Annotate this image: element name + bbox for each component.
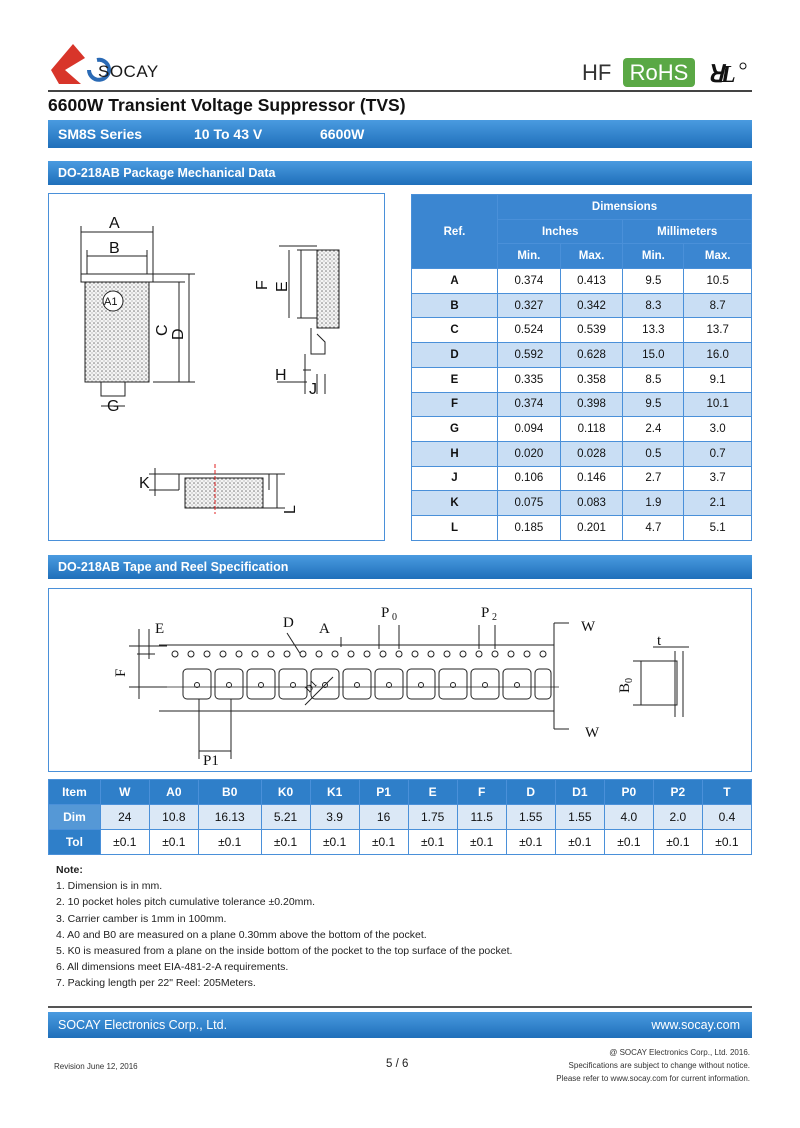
dim-cell: 4.0 <box>604 805 653 830</box>
ref-cell: B <box>412 293 498 318</box>
inches-header: Inches <box>498 219 623 244</box>
tol-cell: ±0.1 <box>100 830 149 855</box>
value-cell: 0.335 <box>498 367 561 392</box>
logo-text: SOCAY <box>98 62 159 81</box>
page-number: 5 / 6 <box>386 1058 409 1070</box>
legal-line: Please refer to www.socay.com for current information. <box>556 1074 750 1083</box>
label-w-bottom: W <box>585 725 600 741</box>
table-row <box>412 491 752 516</box>
value-cell: 0.358 <box>560 367 623 392</box>
mm-max-header: Max. <box>684 244 752 269</box>
dim-cell: 3.9 <box>310 805 359 830</box>
value-cell: 3.7 <box>684 466 752 491</box>
value-cell: 9.1 <box>684 367 752 392</box>
note-item: 6. All dimensions meet EIA-481-2-A requirements. <box>56 961 289 974</box>
note-item: 7. Packing length per 22" Reel: 205Meters. <box>56 977 256 990</box>
tol-cell: ±0.1 <box>261 830 310 855</box>
rohs-badge: RoHS <box>623 58 695 87</box>
dim-cell: 1.75 <box>408 805 457 830</box>
ref-cell: D <box>412 343 498 368</box>
tape-drawing <box>49 589 753 773</box>
label-d1: D1 <box>303 678 320 696</box>
ref-cell: A <box>412 269 498 294</box>
dim-cell: 1.55 <box>506 805 555 830</box>
label-a: A <box>109 215 120 232</box>
tol-label: Tol <box>49 830 101 855</box>
value-cell: 0.628 <box>560 343 623 368</box>
dim-cell: 1.55 <box>555 805 604 830</box>
ref-cell: E <box>412 367 498 392</box>
package-drawing-box <box>48 193 385 541</box>
tol-cell: ±0.1 <box>149 830 198 855</box>
dim-cell: 0.4 <box>702 805 751 830</box>
tol-cell: ±0.1 <box>555 830 604 855</box>
inch-min-header: Min. <box>498 244 561 269</box>
table-row <box>412 269 752 294</box>
value-cell: 0.020 <box>498 441 561 466</box>
mm-header: Millimeters <box>623 219 752 244</box>
value-cell: 0.118 <box>560 417 623 442</box>
tol-cell: ±0.1 <box>653 830 702 855</box>
value-cell: 13.7 <box>684 318 752 343</box>
power-rating: 6600W <box>320 126 365 142</box>
note-item: 2. 10 pocket holes pitch cumulative tolerance ±0.20mm. <box>56 896 316 909</box>
table-row <box>412 293 752 318</box>
value-cell: 0.398 <box>560 392 623 417</box>
dim-cell: 10.8 <box>149 805 198 830</box>
value-cell: 15.0 <box>623 343 684 368</box>
notes <box>56 862 512 992</box>
table-row <box>412 417 752 442</box>
label-b0-sub: 0 <box>624 678 635 683</box>
item-cell: K1 <box>310 780 359 805</box>
table-row <box>412 515 752 540</box>
value-cell: 10.5 <box>684 269 752 294</box>
label-h: H <box>275 367 287 384</box>
label-p0-sub: 0 <box>392 612 397 623</box>
dim-cell: 2.0 <box>653 805 702 830</box>
label-j: J <box>309 381 317 398</box>
value-cell: 8.5 <box>623 367 684 392</box>
value-cell: 1.9 <box>623 491 684 516</box>
value-cell: 3.0 <box>684 417 752 442</box>
legal-notice <box>556 1046 750 1085</box>
value-cell: 5.1 <box>684 515 752 540</box>
table-row <box>412 318 752 343</box>
value-cell: 2.4 <box>623 417 684 442</box>
label-f: F <box>254 280 271 290</box>
table-row <box>49 830 752 855</box>
value-cell: 0.539 <box>560 318 623 343</box>
item-cell: K0 <box>261 780 310 805</box>
ref-cell: L <box>412 515 498 540</box>
header-divider <box>48 90 752 92</box>
ul-certification-icon <box>703 58 751 88</box>
legal-line: Specifications are subject to change without notice. <box>568 1061 750 1070</box>
label-e: E <box>155 621 165 637</box>
label-d: D <box>170 328 187 340</box>
footer-bar <box>48 1012 752 1038</box>
legal-line: @ SOCAY Electronics Corp., Ltd. 2016. <box>609 1048 750 1057</box>
table-row <box>412 343 752 368</box>
tape-section-title: DO-218AB Tape and Reel Specification <box>48 555 752 579</box>
ref-cell: H <box>412 441 498 466</box>
value-cell: 10.1 <box>684 392 752 417</box>
label-e: E <box>274 281 291 292</box>
label-l: L <box>282 505 299 514</box>
hf-mark: HF <box>582 60 612 85</box>
note-item: 4. A0 and B0 are measured on a plane 0.30mm above the bottom of the pocket. <box>56 928 427 941</box>
value-cell: 0.185 <box>498 515 561 540</box>
dimensions-header: Dimensions <box>498 195 752 220</box>
value-cell: 0.075 <box>498 491 561 516</box>
package-drawing <box>49 194 386 542</box>
value-cell: 0.7 <box>684 441 752 466</box>
svg-text:ꓤ: ꓤ <box>707 62 724 88</box>
item-cell: E <box>408 780 457 805</box>
page-title: 6600W Transient Voltage Suppressor (TVS) <box>48 95 406 115</box>
value-cell: 0.327 <box>498 293 561 318</box>
tol-cell: ±0.1 <box>506 830 555 855</box>
item-cell: A0 <box>149 780 198 805</box>
table-row <box>412 466 752 491</box>
value-cell: 0.201 <box>560 515 623 540</box>
label-p2-sub: 2 <box>492 612 497 623</box>
dim-cell: 24 <box>100 805 149 830</box>
series-bar <box>48 120 752 148</box>
label-p1: P1 <box>203 753 219 769</box>
revision-date: Revision June 12, 2016 <box>54 1062 138 1071</box>
value-cell: 8.3 <box>623 293 684 318</box>
label-g: G <box>107 398 120 415</box>
note-item: 1. Dimension is in mm. <box>56 880 163 893</box>
table-row <box>412 441 752 466</box>
tol-cell: ±0.1 <box>408 830 457 855</box>
tol-cell: ±0.1 <box>702 830 751 855</box>
label-f: F <box>113 668 129 677</box>
table-row <box>49 780 752 805</box>
tol-cell: ±0.1 <box>359 830 408 855</box>
tape-drawing-box <box>48 588 752 772</box>
item-cell: F <box>457 780 506 805</box>
footer-website-link[interactable]: www.socay.com <box>651 1018 740 1032</box>
value-cell: 0.146 <box>560 466 623 491</box>
value-cell: 0.413 <box>560 269 623 294</box>
label-k: K <box>139 475 150 492</box>
value-cell: 0.524 <box>498 318 561 343</box>
value-cell: 0.5 <box>623 441 684 466</box>
inch-max-header: Max. <box>560 244 623 269</box>
tape-spec-table <box>48 779 752 855</box>
footer-company: SOCAY Electronics Corp., Ltd. <box>58 1018 228 1032</box>
value-cell: 4.7 <box>623 515 684 540</box>
note-item: 5. K0 is measured from a plane on the inside bottom of the pocket to the top surface of the pocket. <box>56 945 513 958</box>
label-c: C <box>154 324 171 336</box>
item-cell: P2 <box>653 780 702 805</box>
dim-cell: 16 <box>359 805 408 830</box>
value-cell: 0.592 <box>498 343 561 368</box>
label-w-top: W <box>581 619 596 635</box>
item-cell: D <box>506 780 555 805</box>
table-row <box>412 392 752 417</box>
value-cell: 0.106 <box>498 466 561 491</box>
label-a: A <box>319 621 330 637</box>
value-cell: 0.374 <box>498 392 561 417</box>
value-cell: 0.094 <box>498 417 561 442</box>
value-cell: 9.5 <box>623 269 684 294</box>
ref-cell: C <box>412 318 498 343</box>
label-t: t <box>657 633 662 649</box>
item-cell: W <box>100 780 149 805</box>
label-b0: B <box>617 682 633 693</box>
ref-cell: K <box>412 491 498 516</box>
value-cell: 0.374 <box>498 269 561 294</box>
item-cell: T <box>702 780 751 805</box>
label-b: B <box>109 240 120 257</box>
value-cell: 2.7 <box>623 466 684 491</box>
label-d: D <box>283 615 294 631</box>
table-row <box>412 367 752 392</box>
item-cell: Item <box>49 780 101 805</box>
label-a1: A1 <box>104 296 118 308</box>
dim-label: Dim <box>49 805 101 830</box>
svg-text:L: L <box>721 62 736 88</box>
label-p0: P <box>381 605 390 621</box>
value-cell: 0.342 <box>560 293 623 318</box>
value-cell: 9.5 <box>623 392 684 417</box>
note-item: 3. Carrier camber is 1mm in 100mm. <box>56 912 227 925</box>
dim-cell: 16.13 <box>198 805 261 830</box>
tol-cell: ±0.1 <box>457 830 506 855</box>
ref-cell: F <box>412 392 498 417</box>
ref-cell: J <box>412 466 498 491</box>
item-cell: P0 <box>604 780 653 805</box>
value-cell: 16.0 <box>684 343 752 368</box>
value-cell: 0.083 <box>560 491 623 516</box>
mm-min-header: Min. <box>623 244 684 269</box>
voltage-range: 10 To 43 V <box>194 126 263 142</box>
tol-cell: ±0.1 <box>198 830 261 855</box>
tol-cell: ±0.1 <box>604 830 653 855</box>
value-cell: 13.3 <box>623 318 684 343</box>
mech-section-title: DO-218AB Package Mechanical Data <box>48 161 752 185</box>
dim-cell: 11.5 <box>457 805 506 830</box>
tol-cell: ±0.1 <box>310 830 359 855</box>
notes-title: Note: <box>56 864 83 876</box>
footer-divider <box>48 1006 752 1008</box>
value-cell: 0.028 <box>560 441 623 466</box>
ref-cell: G <box>412 417 498 442</box>
item-cell: B0 <box>198 780 261 805</box>
value-cell: 8.7 <box>684 293 752 318</box>
ref-header: Ref. <box>412 195 498 269</box>
series-name: SM8S Series <box>58 126 143 142</box>
dim-cell: 5.21 <box>261 805 310 830</box>
item-cell: D1 <box>555 780 604 805</box>
label-p2: P <box>481 605 490 621</box>
dimension-table <box>411 194 752 541</box>
table-row <box>49 805 752 830</box>
item-cell: P1 <box>359 780 408 805</box>
value-cell: 2.1 <box>684 491 752 516</box>
